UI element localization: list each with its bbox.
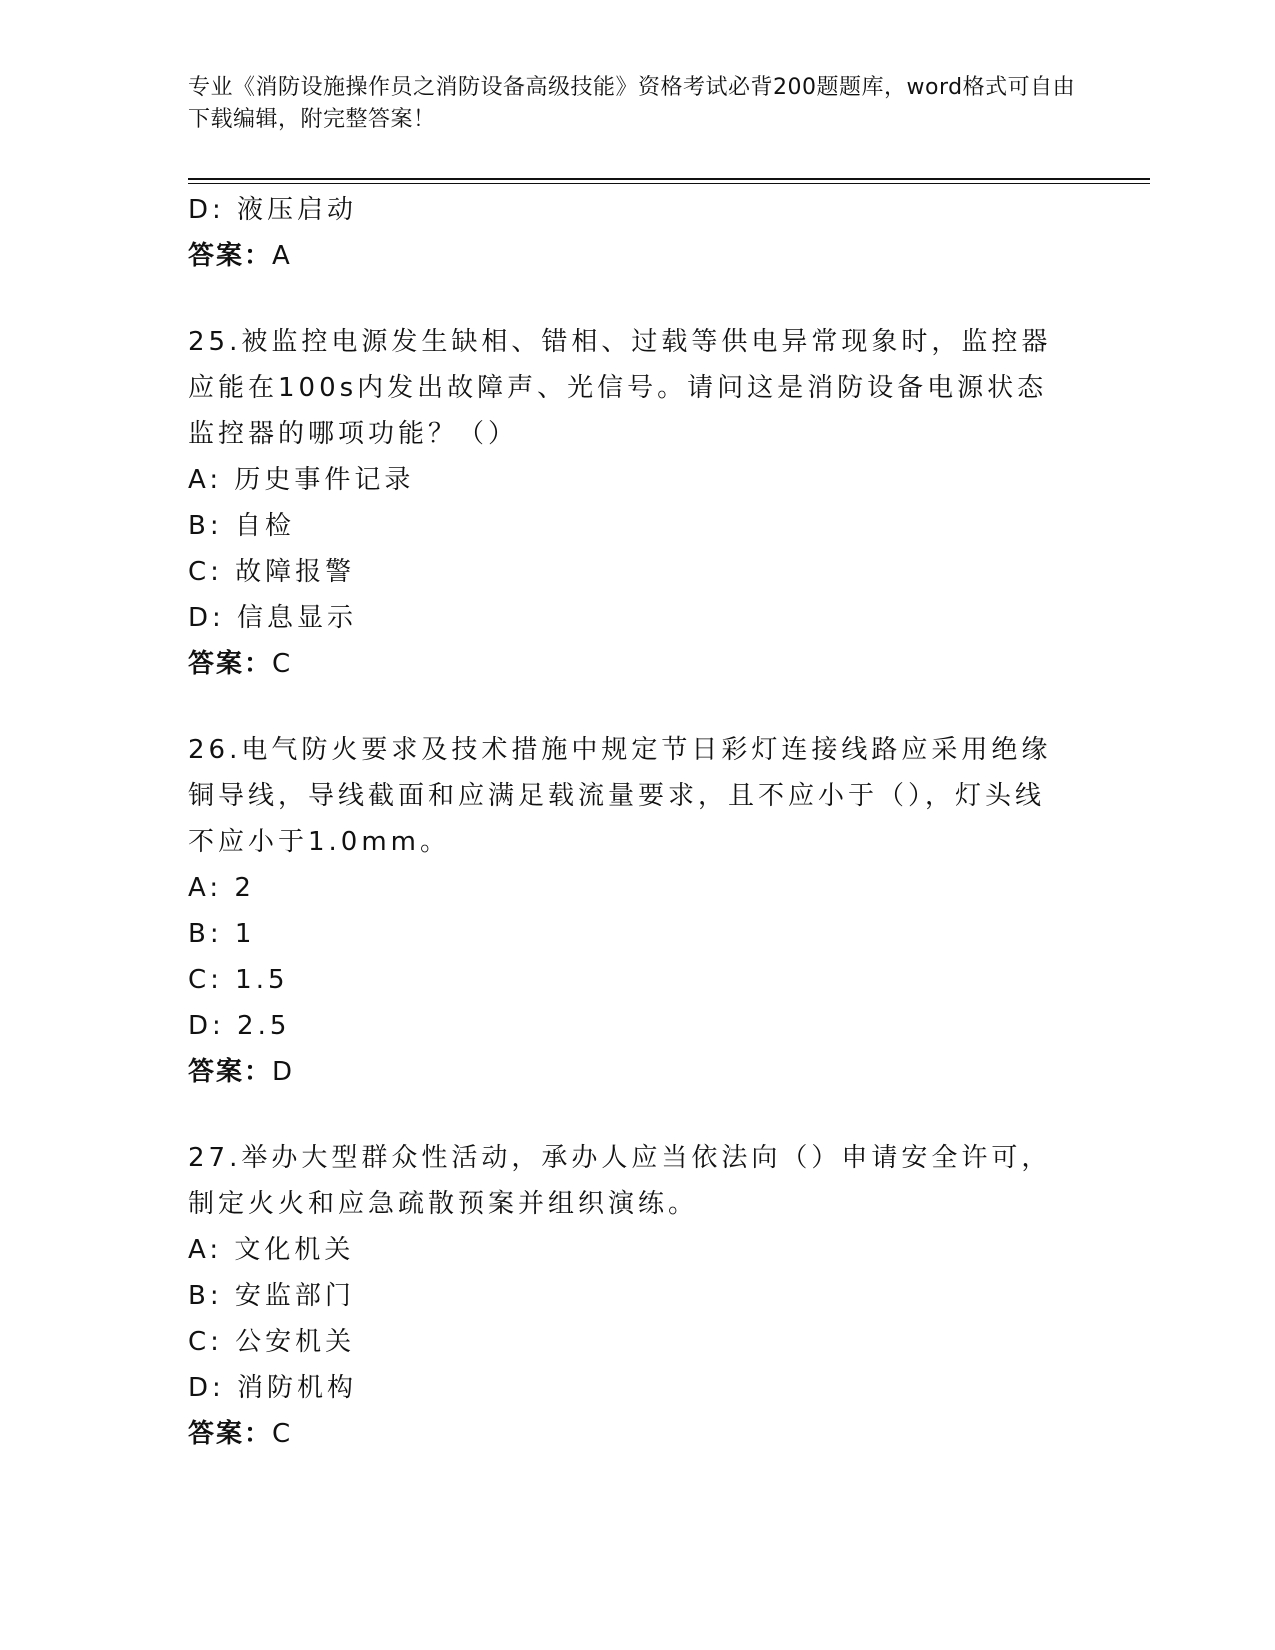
option-d: D: 2.5 bbox=[188, 1011, 291, 1041]
question-stem: 27.举办大型群众性活动，承办人应当依法向（）申请安全许可，制定火火和应急疏散预案并组织演练。 bbox=[188, 1143, 1052, 1219]
answer-line bbox=[188, 1049, 1068, 1095]
page-header: 专业《消防设施操作员之消防设备高级技能》资格考试必背200题题库，word格式可自由下载编辑，附完整答案！ bbox=[188, 75, 1076, 132]
answer-line bbox=[188, 233, 1068, 279]
answer-label: 答案： bbox=[188, 241, 273, 271]
option-a: A: 2 bbox=[188, 873, 255, 903]
option-c: C: 1.5 bbox=[188, 965, 289, 995]
option-d: D: 液压启动 bbox=[188, 195, 358, 225]
question-27 bbox=[188, 1135, 1068, 1457]
answer-label: 答案： bbox=[188, 1419, 273, 1449]
option-a: A: 历史事件记录 bbox=[188, 465, 415, 495]
answer-value: D bbox=[272, 1057, 295, 1087]
answer-label: 答案： bbox=[188, 1057, 273, 1087]
question-stem: 26.电气防火要求及技术措施中规定节日彩灯连接线路应采用绝缘铜导线，导线截面和应满足载流量要求，且不应小于（），灯头线不应小于1.0mm。 bbox=[188, 735, 1052, 857]
answer-value: A bbox=[272, 241, 292, 271]
option-b: B: 自检 bbox=[188, 511, 295, 541]
question-list bbox=[188, 187, 1068, 1457]
option-c: C: 公安机关 bbox=[188, 1327, 356, 1357]
option-a: A: 文化机关 bbox=[188, 1235, 355, 1265]
option-c: C: 故障报警 bbox=[188, 557, 356, 587]
header-divider-thick bbox=[188, 178, 1150, 180]
answer-line bbox=[188, 1411, 1068, 1457]
question-stem: 25.被监控电源发生缺相、错相、过载等供电异常现象时，监控器应能在100s内发出故障声、光信号。请问这是消防设备电源状态监控器的哪项功能？（） bbox=[188, 327, 1052, 449]
option-d: D: 信息显示 bbox=[188, 603, 358, 633]
question-25 bbox=[188, 319, 1068, 687]
answer-line bbox=[188, 641, 1068, 687]
option-b: B: 1 bbox=[188, 919, 256, 949]
answer-label: 答案： bbox=[188, 649, 273, 679]
option-b: B: 安监部门 bbox=[188, 1281, 355, 1311]
answer-value: C bbox=[272, 1419, 293, 1449]
answer-value: C bbox=[272, 649, 293, 679]
header-divider-thin bbox=[188, 183, 1150, 184]
question-26 bbox=[188, 727, 1068, 1095]
carryover-block bbox=[188, 187, 1068, 279]
option-d: D: 消防机构 bbox=[188, 1373, 358, 1403]
